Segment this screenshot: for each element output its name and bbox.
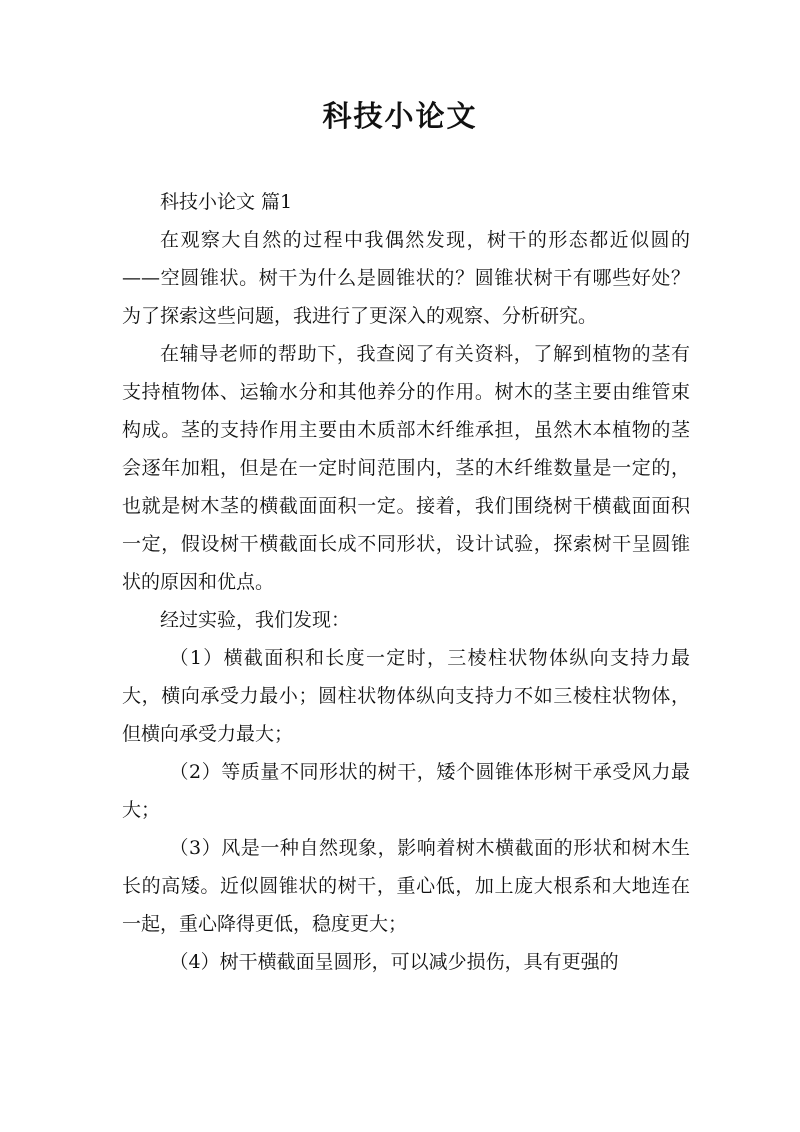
finding-item: （4）树干横截面呈圆形，可以减少损伤，具有更强的 bbox=[169, 951, 619, 973]
finding-item: （2）等质量不同形状的树干，矮个圆锥体形树干承受风力最大； bbox=[122, 761, 690, 821]
finding-item: （3）风是一种自然现象，影响着树木横截面的形状和树木生长的高矮。近似圆锥状的树干，重心低，加上庞大根系和大地连在一起，重心降得更低，稳度更大； bbox=[122, 837, 690, 935]
section-heading: 科技小论文 篇1 bbox=[160, 191, 293, 213]
body-paragraph: 在观察大自然的过程中我偶然发现，树干的形态都近似圆的——空圆锥状。树干为什么是圆锥状的？圆锥状树干有哪些好处？为了探索这些问题，我进行了更深入的观察、分析研究。 bbox=[122, 229, 690, 327]
body-paragraph: 经过实验，我们发现： bbox=[160, 609, 351, 631]
body-paragraph: 在辅导老师的帮助下，我查阅了有关资料，了解到植物的茎有支持植物体、运输水分和其他养分的作用。树木的茎主要由维管束构成。茎的支持作用主要由木质部木纤维承担，虽然木本植物的茎会逐年加粗，但是在一定时间范围内，茎的木纤维数量是一定的，也就是树木茎的横截面面积一定。接着，我们围绕树干横截面面积一定，假设树干横截面长成不同形状，设计试验，探索树干呈圆锥状的原因和优点。 bbox=[122, 343, 690, 593]
document-title: 科技小论文 bbox=[322, 99, 478, 133]
document-body bbox=[122, 183, 690, 981]
finding-item: （1）横截面积和长度一定时，三棱柱状物体纵向支持力最大，横向承受力最小；圆柱状物体纵向支持力不如三棱柱状物体，但横向承受力最大； bbox=[122, 647, 690, 745]
